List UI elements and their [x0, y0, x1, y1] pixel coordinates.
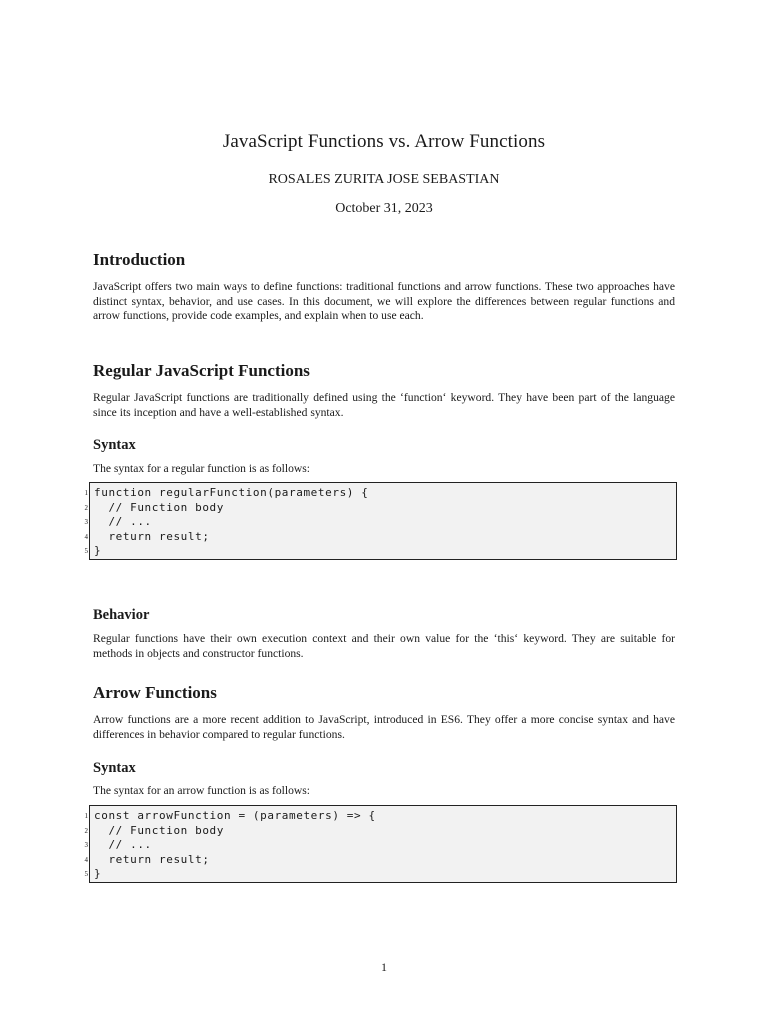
code-line: return result;: [94, 529, 210, 543]
code-line: // ...: [94, 515, 152, 528]
line-number: 5: [84, 870, 88, 878]
code-line: // ...: [94, 838, 152, 851]
arrow-functions-body: [93, 713, 675, 742]
introduction-heading: Introduction: [93, 250, 186, 269]
document-title: JavaScript Functions vs. Arrow Functions: [222, 131, 546, 152]
regular-syntax-heading: Syntax: [93, 437, 136, 453]
regular-functions-heading: Regular JavaScript Functions: [93, 361, 310, 380]
regular-syntax-paragraph: The syntax for a regular function is as follows:: [93, 462, 311, 475]
regular-syntax-body: [93, 462, 675, 477]
regular-syntax-subsection: [93, 437, 675, 454]
section-introduction: [93, 250, 675, 270]
line-number: 2: [84, 503, 88, 512]
line-number: 1: [84, 489, 88, 497]
code-line: function regularFunction(parameters) {: [94, 486, 369, 499]
page-number: 1: [381, 960, 387, 974]
arrow-function-code-block: [84, 805, 677, 883]
arrow-functions-heading: Arrow Functions: [93, 683, 217, 702]
arrow-syntax-subsection: [93, 760, 675, 777]
code-line: return result;: [94, 852, 210, 866]
line-number: 4: [84, 532, 88, 541]
document-author: ROSALES ZURITA JOSE SEBASTIAN: [268, 172, 500, 187]
arrow-syntax-heading: Syntax: [93, 760, 136, 776]
regular-behavior-paragraph: Regular functions have their own execution context and their own value for the ‘this‘ keyword. They are suitable for methods in objects and constructor functions.: [93, 632, 675, 660]
code-line: // Function body: [94, 500, 225, 514]
introduction-paragraph: JavaScript offers two main ways to define functions: traditional functions and arrow functions. These two approaches have distinct syntax, behavior, and use cases. In this document, we will explore the differences between regular functions and arrow functions, provide code examples, and explain when to use each.: [93, 280, 675, 323]
line-number: 3: [84, 841, 88, 849]
regular-behavior-subsection: [93, 607, 675, 624]
arrow-functions-paragraph: Arrow functions are a more recent addition to JavaScript, introduced in ES6. They offer a more concise syntax and have differences in behavior compared to regular functions.: [93, 713, 675, 741]
section-regular-functions: [93, 361, 675, 381]
regular-function-code-block: [84, 482, 677, 560]
arrow-syntax-paragraph: The syntax for an arrow function is as follows:: [93, 784, 311, 797]
regular-functions-paragraph: Regular JavaScript functions are traditionally defined using the ‘function‘ keyword. They have been part of the language since its inception and have a well-established syntax.: [93, 391, 675, 419]
code-line: // Function body: [94, 823, 225, 837]
line-number: 1: [84, 812, 88, 820]
line-number: 3: [84, 518, 88, 526]
line-number: 5: [84, 547, 88, 555]
line-number: 4: [84, 855, 88, 864]
section-arrow-functions: [93, 683, 675, 703]
regular-functions-body: [93, 391, 675, 420]
regular-behavior-heading: Behavior: [93, 607, 150, 623]
arrow-syntax-body: [93, 784, 675, 799]
introduction-body: [93, 280, 675, 324]
line-number: 2: [84, 826, 88, 835]
code-line: }: [94, 867, 102, 880]
document-date: October 31, 2023: [335, 201, 433, 216]
code-line: }: [94, 544, 102, 557]
regular-behavior-body: [93, 632, 675, 661]
code-line: const arrowFunction = (parameters) => {: [94, 809, 376, 822]
